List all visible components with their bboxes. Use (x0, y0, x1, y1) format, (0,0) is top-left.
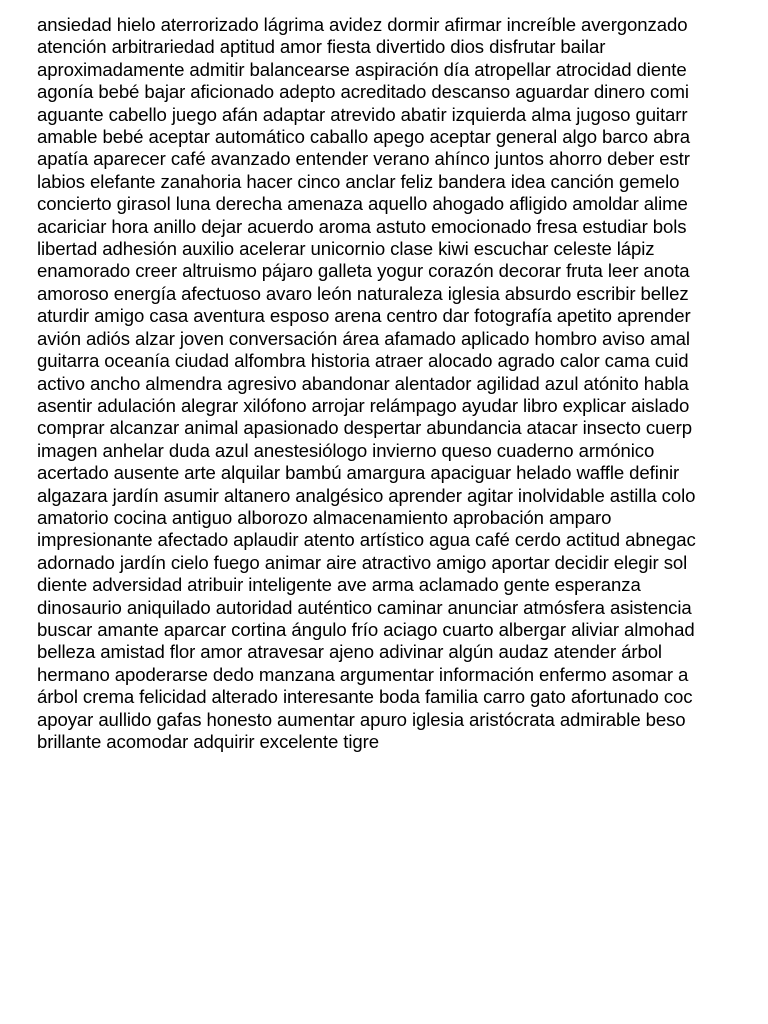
text-line-28: buscar amante aparcar cortina ángulo frío aciago cuarto albergar aliviar almohad (37, 618, 695, 640)
text-line-15: avión adiós alzar joven conversación área afamado aplicado hombro aviso amal (37, 327, 690, 349)
text-line-13: amoroso energía afectuoso avaro león naturaleza iglesia absurdo escribir bellez (37, 282, 689, 304)
text-line-10: acariciar hora anillo dejar acuerdo aroma astuto emocionado fresa estudiar bols (37, 215, 687, 237)
text-line-31: árbol crema felicidad alterado interesante boda familia carro gato afortunado coc (37, 686, 693, 708)
text-line-25: adornado jardín cielo fuego animar aire atractivo amigo aportar decidir elegir sol (37, 551, 688, 573)
text-line-12: enamorado creer altruismo pájaro galleta yogur corazón decorar fruta leer anota (37, 260, 690, 282)
text-line-19: comprar alcanzar animal apasionado despertar abundancia atacar insecto cuerp (37, 417, 692, 439)
text-line-9: concierto girasol luna derecha amenaza aquello ahogado afligido amoldar alime (37, 193, 688, 215)
text-line-11: libertad adhesión auxilio acelerar unicornio clase kiwi escuchar celeste lápiz (37, 238, 655, 260)
text-line-30: hermano apoderarse dedo manzana argumentar información enfermo asomar a (37, 663, 689, 685)
text-line-4: agonía bebé bajar aficionado adepto acreditado descanso aguardar dinero comi (37, 81, 689, 103)
text-line-16: guitarra oceanía ciudad alfombra historia atraer alocado agrado calor cama cuid (37, 350, 689, 372)
text-line-32: apoyar aullido gafas honesto aumentar apuro iglesia aristócrata admirable beso (37, 708, 686, 730)
text-line-3: aproximadamente admitir balancearse aspiración día atropellar atrocidad diente (37, 58, 687, 80)
text-line-7: apatía aparecer café avanzado entender verano ahínco juntos ahorro deber estr (37, 148, 690, 170)
word-list-text (37, 14, 768, 753)
text-line-33: brillante acomodar adquirir excelente tigre (37, 731, 379, 752)
text-line-21: acertado ausente arte alquilar bambú amargura apaciguar helado waffle definir (37, 462, 680, 484)
text-line-2: atención arbitrariedad aptitud amor fiesta divertido dios disfrutar bailar (37, 36, 606, 58)
text-line-17: activo ancho almendra agresivo abandonar alentador agilidad azul atónito habla (37, 372, 689, 394)
text-line-26: diente adversidad atribuir inteligente ave arma aclamado gente esperanza (37, 574, 641, 596)
text-line-6: amable bebé aceptar automático caballo apego aceptar general algo barco abra (37, 126, 690, 148)
text-line-8: labios elefante zanahoria hacer cinco anclar feliz bandera idea canción gemelo (37, 170, 680, 192)
text-line-18: asentir adulación alegrar xilófono arrojar relámpago ayudar libro explicar aislado (37, 394, 690, 416)
text-line-29: belleza amistad flor amor atravesar ajeno adivinar algún audaz atender árbol (37, 641, 662, 663)
text-line-24: impresionante afectado aplaudir atento artístico agua café cerdo actitud abnegac (37, 529, 696, 551)
text-line-1: ansiedad hielo aterrorizado lágrima avidez dormir afirmar increíble avergonzado (37, 14, 688, 35)
text-line-27: dinosaurio aniquilado autoridad auténtico caminar anunciar atmósfera asistencia (37, 596, 692, 618)
text-line-5: aguante cabello juego afán adaptar atrevido abatir izquierda alma jugoso guitarr (37, 103, 688, 125)
text-line-22: algazara jardín asumir altanero analgésico aprender agitar inolvidable astilla colo (37, 484, 696, 506)
text-line-14: aturdir amigo casa aventura esposo arena centro dar fotografía apetito aprender (37, 305, 691, 327)
text-line-20: imagen anhelar duda azul anestesiólogo invierno queso cuaderno armónico (37, 439, 655, 461)
text-line-23: amatorio cocina antiguo alborozo almacenamiento aprobación amparo (37, 506, 612, 528)
